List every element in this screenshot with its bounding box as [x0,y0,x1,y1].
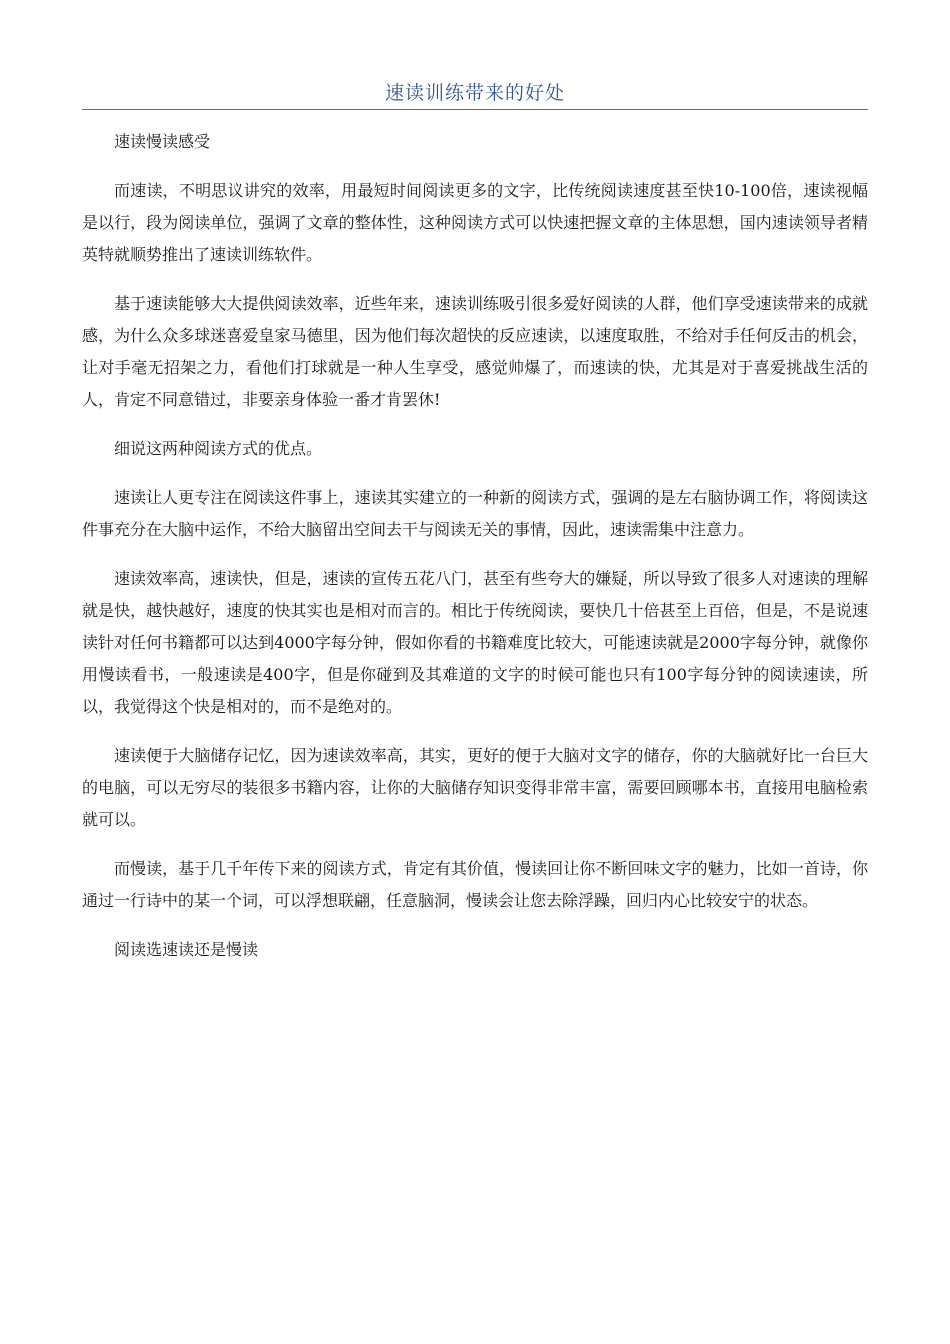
title-underline [82,109,868,110]
paragraph: 速读便于大脑储存记忆，因为速读效率高，其实，更好的便于大脑对文字的储存，你的大脑就好比一台巨大的电脑，可以无穷尽的装很多书籍内容，让你的大脑储存知识变得非常丰富，需要回顾哪本书，直接用电脑检索就可以。 [82,746,868,829]
paragraph: 速读让人更专注在阅读这件事上，速读其实建立的一种新的阅读方式，强调的是左右脑协调工作，将阅读这件事充分在大脑中运作，不给大脑留出空间去干与阅读无关的事情，因此，速读需集中注意力。 [82,488,868,539]
document-page [82,78,868,983]
paragraph-heading-feelings: 速读慢读感受 [114,132,211,151]
document-title: 速读训练带来的好处 [384,82,565,104]
paragraph: 而慢读，基于几千年传下来的阅读方式，肯定有其价值，慢读回让你不断回味文字的魅力，比如一首诗，你通过一行诗中的某一个词，可以浮想联翩，任意脑洞，慢读会让您去除浮躁，回归内心比较安宁的状态。 [82,859,868,910]
document-body [82,126,868,966]
paragraph-heading-choice: 阅读选速读还是慢读 [114,940,259,959]
paragraph: 基于速读能够大大提供阅读效率，近些年来，速读训练吸引很多爱好阅读的人群，他们享受速读带来的成就感，为什么众多球迷喜爱皇家马德里，因为他们每次超快的反应速读，以速度取胜，不给对手任何反击的机会，让对手毫无招架之力，看他们打球就是一种人生享受，感觉帅爆了，而速读的快，尤其是对于喜爱挑战生活的人，肯定不同意错过，非要亲身体验一番才肯罢休! [82,294,868,409]
paragraph: 而速读，不明思议讲究的效率，用最短时间阅读更多的文字，比传统阅读速度甚至快10-100倍，速读视幅是以行，段为阅读单位，强调了文章的整体性，这种阅读方式可以快速把握文章的主体思想，国内速读领导者精英特就顺势推出了速读训练软件。 [82,181,868,264]
paragraph: 速读效率高，速读快，但是，速读的宣传五花八门，甚至有些夸大的嫌疑，所以导致了很多人对速读的理解就是快，越快越好，速度的快其实也是相对而言的。相比于传统阅读，要快几十倍甚至上百倍，但是，不是说速读针对任何书籍都可以达到4000字每分钟，假如你看的书籍难度比较大，可能速读就是2000字每分钟，就像你用慢读看书，一般速读是400字，但是你碰到及其难道的文字的时候可能也只有100字每分钟的阅读速读，所以，我觉得这个快是相对的，而不是绝对的。 [82,569,868,716]
paragraph-heading-advantages: 细说这两种阅读方式的优点。 [114,439,323,458]
